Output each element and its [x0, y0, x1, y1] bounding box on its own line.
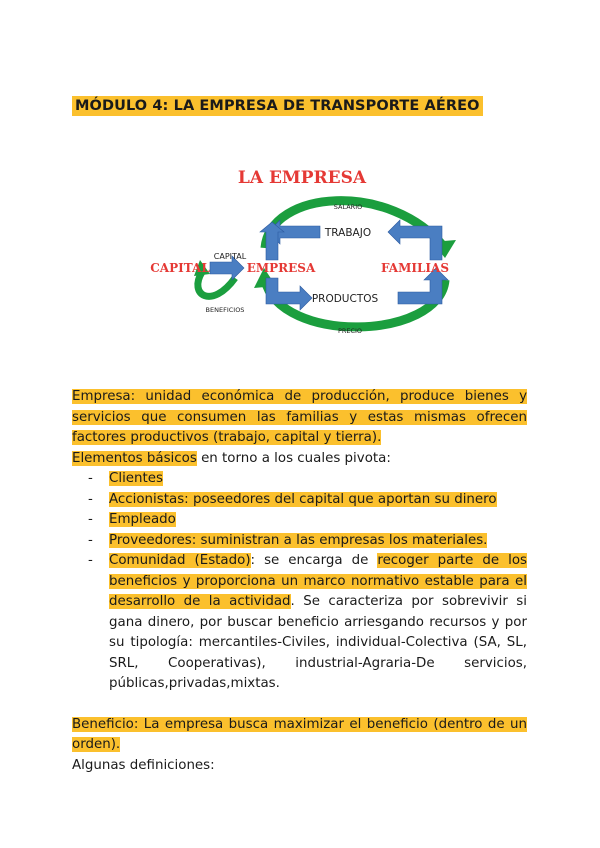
- list-item: - Accionistas: poseedores del capital que aportan su dinero: [88, 491, 497, 507]
- beneficios-label: BENEFICIOS: [205, 306, 245, 314]
- capital-node: CAPITAL: [150, 261, 210, 275]
- salario-label: SALARIO: [333, 203, 363, 211]
- beneficio-definition: Beneficio: La empresa busca maximizar el beneficio (dentro de un orden).: [72, 716, 527, 752]
- precio-label: PRECIO: [337, 327, 363, 335]
- empresa-definition: Empresa: unidad económica de producción, produce bienes y servicios que consumen las familias y estas mismas ofrecen factores productivos (trabajo, capital y tierra).: [72, 389, 527, 445]
- empresa-to-productos-arrow: [266, 278, 312, 310]
- list-item: - Empleado: [88, 512, 176, 527]
- elementos-basicos-line: Elementos básicos en torno a los cuales pivota:: [72, 450, 391, 466]
- trabajo-label: TRABAJO: [324, 227, 372, 239]
- capital-small-label: CAPITAL: [213, 252, 247, 261]
- left-cycle-arc: [198, 272, 235, 296]
- empresa-node: EMPRESA: [246, 261, 316, 275]
- page-title: MÓDULO 4: LA EMPRESA DE TRANSPORTE AÉREO: [72, 96, 483, 116]
- list-item: - Proveedores: suministran a las empresas los materiales.: [88, 532, 488, 548]
- familias-to-trabajo-arrow: [388, 220, 442, 260]
- productos-label: PRODUCTOS: [311, 293, 379, 305]
- diagram-title: LA EMPRESA: [237, 168, 367, 188]
- definiciones-heading: Algunas definiciones:: [72, 757, 215, 773]
- main-content: [72, 387, 527, 776]
- elements-list: [72, 469, 527, 695]
- list-item: - Clientes: [88, 471, 163, 486]
- familias-node: FAMILIAS: [380, 261, 450, 275]
- empresa-diagram: [140, 160, 470, 350]
- list-item: - Comunidad (Estado): se encarga de recoger parte de los beneficios y proporciona un marco normativo estable para el desarrollo de la actividad. Se caracteriza por sobrevivir si gana dinero, por buscar beneficio arriesgando recursos y por su tipología: mercantiles-Civiles, individual-Colectiva (SA, SL, SRL, Cooperativas), industrial-Agraria-De servicios, públicas,privadas,mixtas.: [88, 553, 527, 691]
